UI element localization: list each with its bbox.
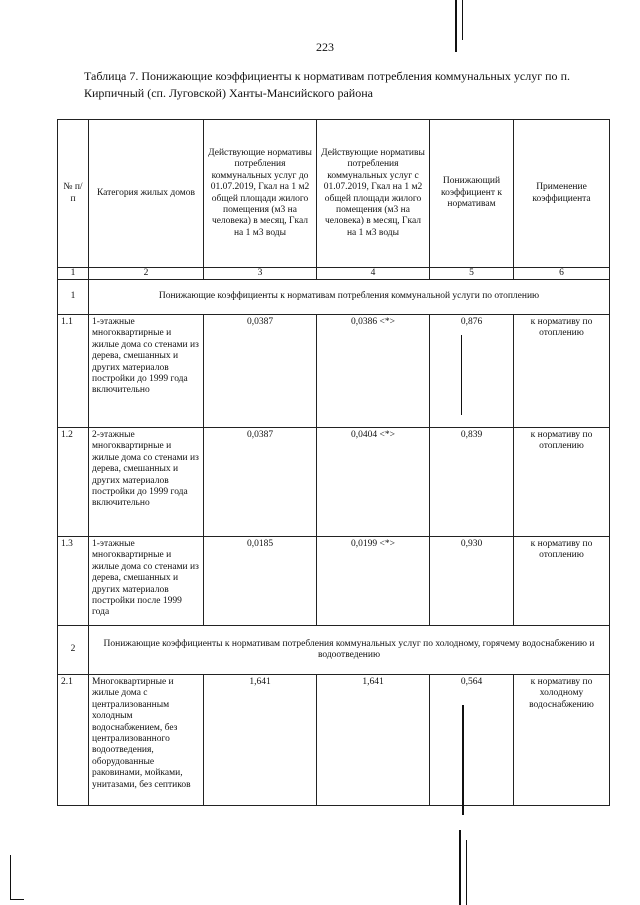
row-norm-before: 0,0387 [204,428,317,537]
section-title: Понижающие коэффициенты к нормативам потребления коммунальных услуг по холодному, горячему водоснабжению и водоотведению [89,626,610,675]
page-number: 223 [316,40,334,54]
row-norm-after: 0,0386 <*> [317,315,430,428]
coefficients-table [57,119,610,806]
scan-fold-line [459,830,461,905]
row-coefficient: 0,930 [430,537,514,626]
row-application: к нормативу по холодному водоснабжению [514,675,610,806]
header-application: Применение коэффициента [514,120,610,268]
column-number: 4 [317,268,430,280]
row-number: 1.1 [58,315,89,428]
scan-fold-line [461,335,462,415]
section-row [58,280,610,315]
header-category: Категория жилых домов [89,120,204,268]
section-row [58,626,610,675]
row-number: 1.3 [58,537,89,626]
column-number: 1 [58,268,89,280]
row-category: 1-этажные многоквартирные и жилые дома со стенами из дерева, смешанных и других материалов постройки до 1999 года включительно [89,315,204,428]
scan-corner-mark [10,899,24,900]
row-norm-after: 0,0199 <*> [317,537,430,626]
header-row [58,120,610,268]
row-application: к нормативу по отоплению [514,537,610,626]
row-coefficient: 0,564 [430,675,514,806]
column-number: 5 [430,268,514,280]
table-row [58,537,610,626]
section-number: 2 [58,626,89,675]
row-category: 2-этажные многоквартирные и жилые дома со стенами из дерева, смешанных и других материалов постройки до 1999 года включительно [89,428,204,537]
section-number: 1 [58,280,89,315]
scan-fold-line [462,0,463,40]
scan-fold-line [455,0,457,52]
row-number: 2.1 [58,675,89,806]
row-category: 1-этажные многоквартирные и жилые дома со стенами из дерева, смешанных и других материалов постройки после 1999 года [89,537,204,626]
header-coefficient: Понижающий коэффициент к нормативам [430,120,514,268]
row-norm-before: 0,0185 [204,537,317,626]
header-norm-before: Действующие нормативы потребления коммунальных услуг до 01.07.2019, Гкал на 1 м2 общей площади жилого помещения (м3 на человека) в месяц, Гкал на 1 м3 воды [204,120,317,268]
row-application: к нормативу по отоплению [514,428,610,537]
section-title: Понижающие коэффициенты к нормативам потребления коммунальной услуги по отоплению [89,280,610,315]
row-norm-before: 0,0387 [204,315,317,428]
column-number: 2 [89,268,204,280]
row-coefficient: 0,839 [430,428,514,537]
scan-corner-mark [10,855,11,900]
row-norm-after: 0,0404 <*> [317,428,430,537]
row-number: 1.2 [58,428,89,537]
column-number: 3 [204,268,317,280]
table-row [58,315,610,428]
row-norm-after: 1,641 [317,675,430,806]
table-caption: Таблица 7. Понижающие коэффициенты к нормативам потребления коммунальных услуг по п. Кирпичный (сп. Луговской) Ханты-Мансийского района [84,69,570,100]
header-norm-after: Действующие нормативы потребления коммунальных услуг с 01.07.2019, Гкал на 1 м2 общей площади жилого помещения (м3 на человека) в месяц, Гкал на 1 м3 воды [317,120,430,268]
table-row [58,675,610,806]
scan-fold-line [466,840,467,905]
row-application: к нормативу по отоплению [514,315,610,428]
row-norm-before: 1,641 [204,675,317,806]
column-number: 6 [514,268,610,280]
scan-fold-line [462,705,464,815]
row-category: Многоквартирные и жилые дома с централизованным холодным водоснабжением, без централизованного водоотведения, оборудованные раковинами, мойками, унитазами, без септиков [89,675,204,806]
table-row [58,428,610,537]
row-coefficient: 0,876 [430,315,514,428]
column-number-row [58,268,610,280]
header-num: № п/п [58,120,89,268]
